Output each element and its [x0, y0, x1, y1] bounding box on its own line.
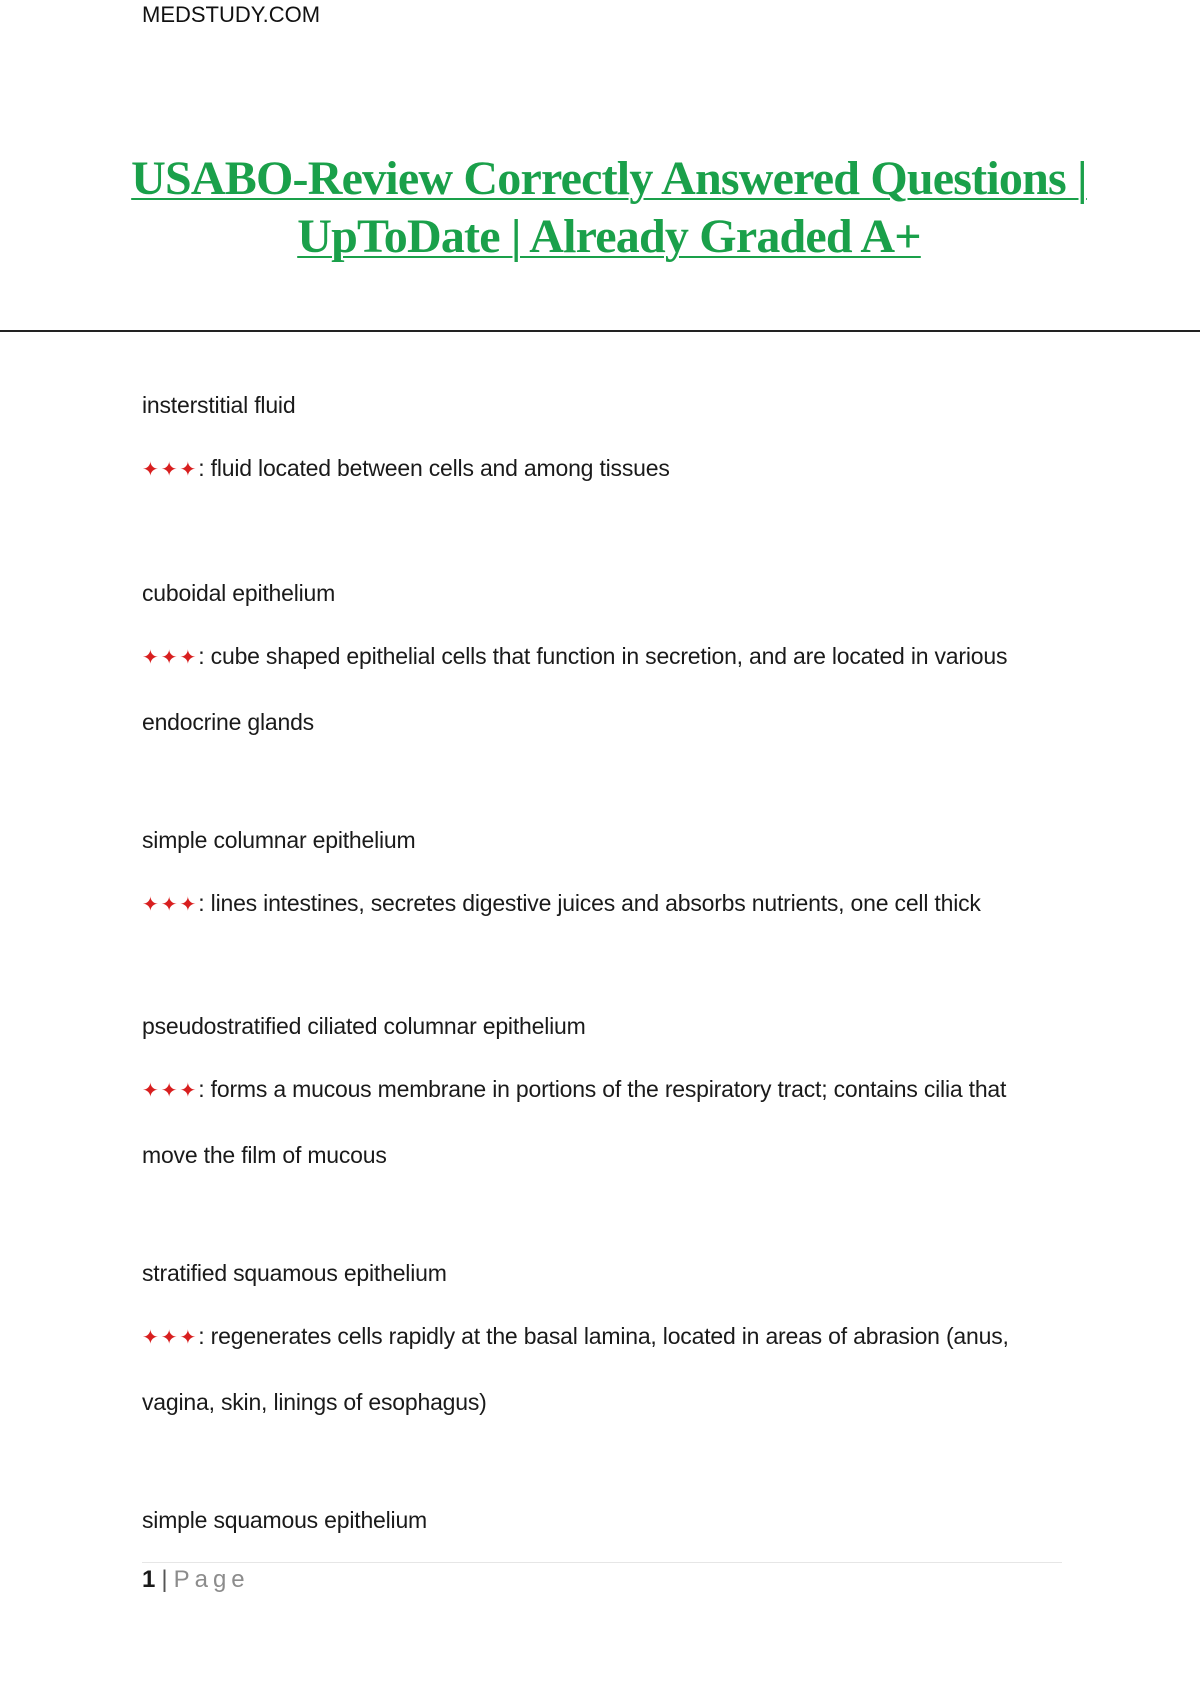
entry-term-4: pseudostratified ciliated columnar epithelium [142, 1013, 586, 1039]
title-divider [0, 330, 1200, 332]
entry-definition-5 [142, 1304, 1052, 1434]
entry-term-5: stratified squamous epithelium [142, 1260, 447, 1286]
entry-term-1: insterstitial fluid [142, 392, 296, 418]
entry-definition-3 [142, 871, 1052, 937]
entry-term-2: cuboidal epithelium [142, 580, 336, 606]
entry-definition-4 [142, 1057, 1052, 1187]
star-marks-icon: ✦✦✦: [142, 890, 205, 916]
page-footer [142, 1566, 250, 1594]
entry-term-6: simple squamous epithelium [142, 1507, 427, 1533]
footer-separator: | [161, 1566, 168, 1593]
definition-text: forms a mucous membrane in portions of the respiratory tract; contains cilia that move the film of mucous [142, 1076, 1007, 1168]
site-name: MEDSTUDY.COM [142, 2, 321, 27]
entry-definition-2 [142, 624, 1052, 754]
document-title [0, 150, 1200, 266]
star-marks-icon: ✦✦✦: [142, 643, 205, 669]
definition-text: cube shaped epithelial cells that function in secretion, and are located in various endocrine glands [142, 643, 1008, 735]
title-line-2: UpToDate | Already Graded A+ [297, 210, 921, 263]
page-label: Page [173, 1566, 250, 1593]
definition-text: regenerates cells rapidly at the basal lamina, located in areas of abrasion (anus, vagina, skin, linings of esophagus) [142, 1323, 1009, 1415]
star-marks-icon: ✦✦✦: [142, 1323, 205, 1349]
title-line-1: USABO-Review Correctly Answered Questions | [131, 152, 1087, 205]
footer-rule [142, 1562, 1062, 1563]
entry-term-3: simple columnar epithelium [142, 827, 416, 853]
definition-text: fluid located between cells and among tissues [210, 455, 670, 481]
star-marks-icon: ✦✦✦: [142, 455, 205, 481]
star-marks-icon: ✦✦✦: [142, 1076, 205, 1102]
page-number: 1 [142, 1566, 156, 1593]
definition-text: lines intestines, secretes digestive juices and absorbs nutrients, one cell thick [210, 890, 981, 916]
entry-definition-1 [142, 436, 1052, 502]
